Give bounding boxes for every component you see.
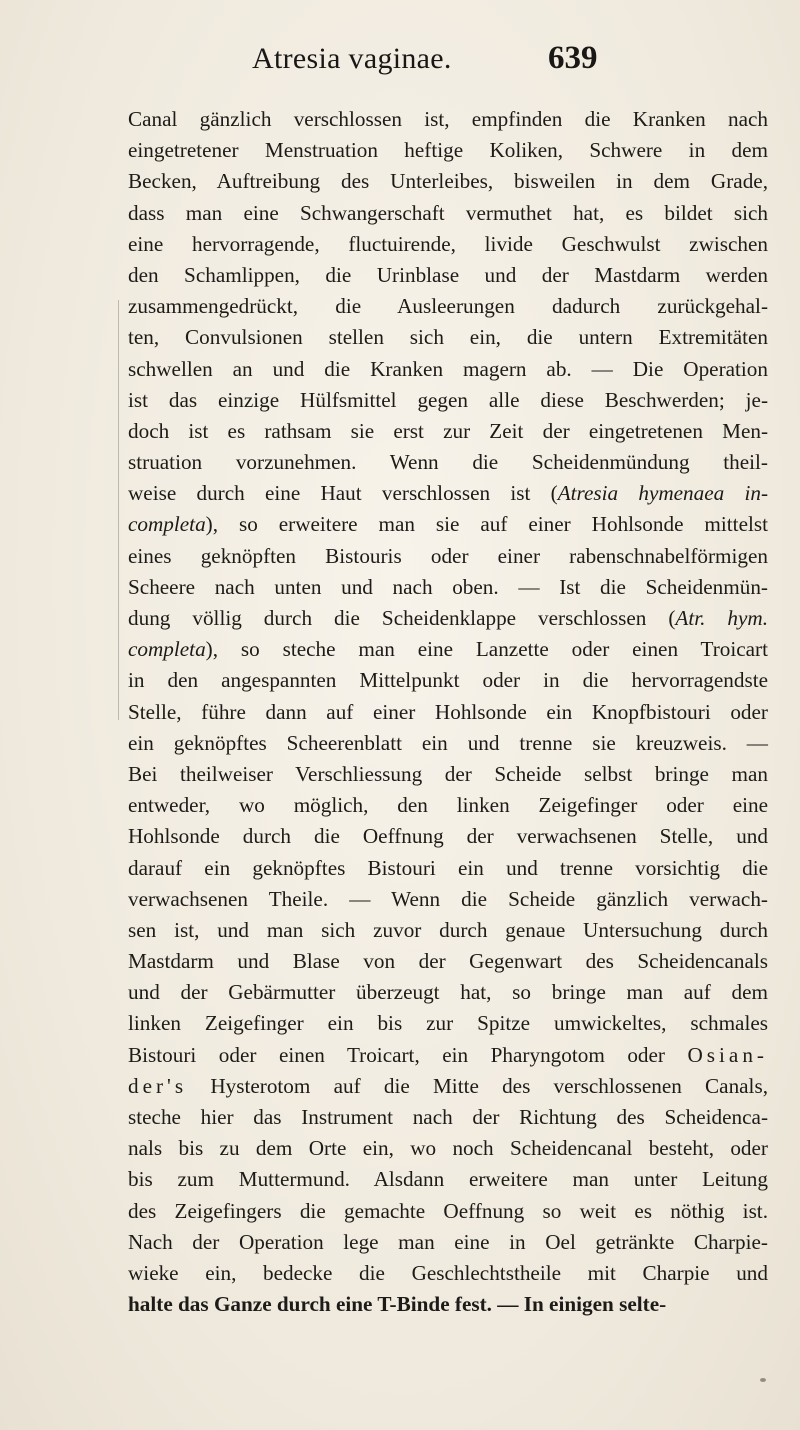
text-line: doch ist es rathsam sie erst zur Zeit der eingetretenen Men- (128, 418, 768, 443)
text-line-mixed (128, 1040, 768, 1071)
body-text (128, 104, 768, 1320)
text-fragment: weise durch eine Haut verschlossen ist ( (128, 481, 558, 506)
running-title: Atresia vaginae. (252, 42, 452, 75)
text-line: Becken, Auftreibung des Unterleibes, bisweilen in dem Grade, (128, 169, 768, 194)
text-line: steche hier das Instrument nach der Richtung des Scheidenca- (128, 1105, 768, 1129)
text-line-mixed (128, 1071, 768, 1102)
text-line-mixed (128, 478, 768, 509)
text-line: den Schamlippen, die Urinblase und der Mastdarm werden (128, 262, 768, 287)
text-line: und der Gebärmutter überzeugt hat, so bringe man auf dem (128, 980, 768, 1005)
page-header (0, 22, 800, 82)
italic-term: completa (128, 637, 206, 662)
text-line: Mastdarm und Blase von der Gegenwart des Scheidencanals (128, 949, 768, 974)
text-line: eine hervorragende, fluctuirende, livide Geschwulst zwischen (128, 231, 768, 256)
text-line: Bei theilweiser Verschliessung der Scheide selbst bringe man (128, 761, 768, 786)
text-fragment: Hysterotom auf die Mitte des verschlossenen Canals, (187, 1073, 768, 1098)
text-line: nals bis zu dem Orte ein, wo noch Scheidencanal besteht, oder (128, 1136, 768, 1161)
text-line: verwachsenen Theile. — Wenn die Scheide gänzlich verwach- (128, 886, 768, 911)
paper-fleck (760, 1378, 766, 1382)
text-line: Canal gänzlich verschlossen ist, empfinden die Kranken nach (128, 107, 768, 131)
italic-term: Atresia hymenaea in- (557, 481, 769, 506)
text-line-mixed (128, 509, 768, 540)
text-line: ten, Convulsionen stellen sich ein, die untern Extremitäten (128, 325, 768, 350)
text-line: eines geknöpften Bistouris oder einer rabenschnabelförmigen (128, 543, 768, 568)
text-line: sen ist, und man sich zuvor durch genaue Untersuchung durch (128, 917, 768, 942)
text-line-mixed (128, 634, 768, 665)
text-line: eingetretener Menstruation heftige Koliken, Schwere in dem (128, 138, 768, 163)
scan-edge-mark (118, 300, 119, 720)
text-fragment: ), so steche man eine Lanzette oder einen Troicart (205, 637, 768, 662)
text-fragment: Bistouri oder einen Troicart, ein Pharyngotom oder (128, 1042, 688, 1067)
text-fragment: ), so erweitere man sie auf einer Hohlsonde mittelst (205, 512, 768, 537)
spaced-name: Osian- (687, 1042, 768, 1067)
text-line: Scheere nach unten und nach oben. — Ist die Scheidenmün- (128, 574, 768, 599)
page-number: 639 (548, 40, 598, 76)
text-line: Nach der Operation lege man eine in Oel getränkte Charpie- (128, 1229, 768, 1254)
text-line: Hohlsonde durch die Oeffnung der verwachsenen Stelle, und (128, 824, 768, 849)
text-fragment: dung völlig durch die Scheidenklappe verschlossen ( (128, 606, 676, 630)
text-line: halte das Ganze durch eine T-Binde fest. — In einigen selte- (128, 1292, 667, 1317)
text-line: Stelle, führe dann auf einer Hohlsonde ein Knopfbistouri oder (128, 699, 768, 724)
text-line: darauf ein geknöpftes Bistouri ein und trenne vorsichtig die (128, 855, 768, 880)
text-line: entweder, wo möglich, den linken Zeigefinger oder eine (128, 793, 768, 818)
text-line: zusammengedrückt, die Ausleerungen dadurch zurückgehal- (128, 294, 768, 319)
text-line: schwellen an und die Kranken magern ab. — Die Operation (128, 356, 768, 381)
text-line: in den angespannten Mittelpunkt oder in die hervorragendste (128, 668, 768, 693)
text-line: linken Zeigefinger ein bis zur Spitze umwickeltes, schmales (128, 1011, 768, 1036)
italic-term: Atr. hym. (675, 606, 768, 630)
text-line: ein geknöpftes Scheerenblatt ein und trenne sie kreuzweis. — (128, 730, 768, 755)
text-line: dass man eine Schwangerschaft vermuthet hat, es bildet sich (128, 200, 768, 225)
italic-term: completa (128, 512, 206, 537)
text-line-mixed (128, 603, 768, 634)
text-line: des Zeigefingers die gemachte Oeffnung so weit es nöthig ist. (128, 1198, 768, 1223)
spaced-name: der's (128, 1073, 188, 1098)
text-line: bis zum Muttermund. Alsdann erweitere man unter Leitung (128, 1167, 768, 1192)
text-line: struation vorzunehmen. Wenn die Scheidenmündung theil- (128, 450, 768, 475)
text-line: wieke ein, bedecke die Geschlechtstheile mit Charpie und (128, 1260, 768, 1285)
text-line: ist das einzige Hülfsmittel gegen alle diese Beschwerden; je- (128, 387, 768, 412)
